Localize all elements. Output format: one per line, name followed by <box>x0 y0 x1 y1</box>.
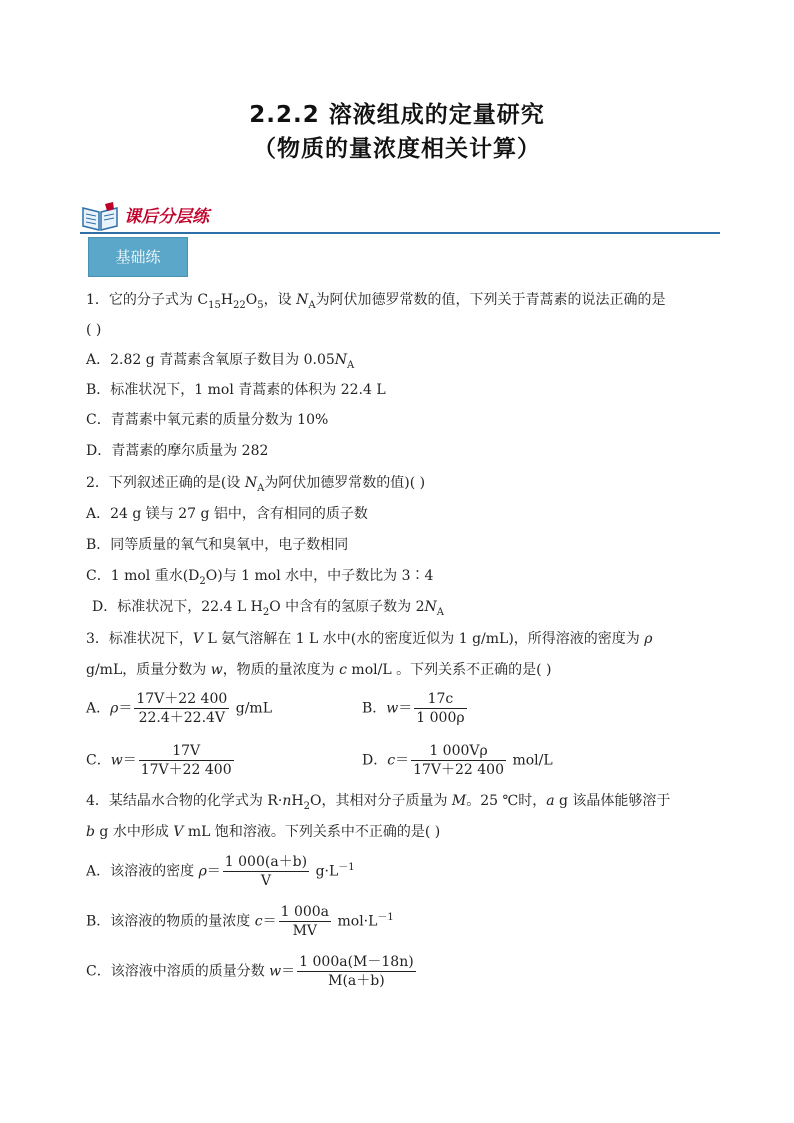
q4-option-c: C．该溶液中溶质的质量分数 w＝ $\frac{1 000a(M-18n)}{M(a+b)}$ <box>86 954 414 989</box>
q4-stem-line1: 4．某结晶水合物的化学式为 $R\cdot nH_2O$，其相对分子质量为 M。25 ℃时，a g 该晶体能够溶于 <box>86 793 671 812</box>
q2-option-c: C．1 mol 重水$(D_2O)$与 1 mol 水中，中子数比为 3∶4 <box>86 568 434 587</box>
q4-option-a: A．该溶液的密度 ρ＝ $\frac{1 000(a+b)}{V}$ $g\cdot L^{-1}$ <box>86 854 355 889</box>
q2-option-a: A．24 g 镁与 27 g 铝中，含有相同的质子数 <box>86 506 368 522</box>
section-divider <box>80 232 720 234</box>
q2-option-d: D．标准状况下，22.4 L $H_2O$ 中含有的氢原子数为 $2N_A$ <box>92 599 444 618</box>
q3-option-b: B．w＝ $\frac{17c}{1 000\rho}$ <box>362 691 465 726</box>
q1-stem: 1．它的分子式为 $C_{15}H_{22}O_5$，设 $N_A$为阿伏加德罗常数的值，下列关于青蒿素的说法正确的是 <box>86 292 666 311</box>
level-tag: 基础练 <box>88 237 188 277</box>
q3-stem-line2: g/mL，质量分数为 w，物质的量浓度为 c mol/L 。下列关系不正确的是( ) <box>86 662 552 678</box>
q3-stem-line1: 3．标准状况下，V L 氨气溶解在 1 L 水中(水的密度近似为 1 g/mL)，所得溶液的密度为 ρ <box>86 631 653 647</box>
q3-option-c: C．w＝ $\frac{17V}{17V+22 400}$ <box>86 743 232 778</box>
book-icon <box>80 200 120 232</box>
q1-option-d: D．青蒿素的摩尔质量为 282 <box>86 443 269 459</box>
q3-option-a: A．ρ＝ $\frac{17V+22 400}{22.4+22.4V}$ g/mL <box>86 691 272 726</box>
q2-stem: 2．下列叙述正确的是(设 $N_A$为阿伏加德罗常数的值)( ) <box>86 475 426 494</box>
q3-option-d: D．c＝ $\frac{1 000V\rho}{17V+22 400}$ mol/L <box>362 743 553 778</box>
q1-option-c: C．青蒿素中氧元素的质量分数为 10% <box>86 412 329 428</box>
q4-option-b: B．该溶液的物质的量浓度 c＝ $\frac{1 000a}{MV}$ $mol\cdot L^{-1}$ <box>86 904 394 939</box>
q2-option-b: B．同等质量的氧气和臭氧中，电子数相同 <box>86 537 349 553</box>
section-label: 课后分层练 <box>124 207 209 227</box>
q1-option-a: A．2.82 g 青蒿素含氧原子数目为 $0.05N_A$ <box>86 352 355 371</box>
page-subtitle: （物质的量浓度相关计算） <box>253 136 541 162</box>
q4-stem-line2: b g 水中形成 V mL 饱和溶液。下列关系中不正确的是( ) <box>86 824 441 840</box>
section-header <box>80 200 720 234</box>
q1-option-b: B．标准状况下，1 mol 青蒿素的体积为 22.4 L <box>86 382 386 398</box>
page-title: 2.2.2 溶液组成的定量研究 <box>249 102 545 128</box>
q1-paren: ( ) <box>86 322 102 338</box>
